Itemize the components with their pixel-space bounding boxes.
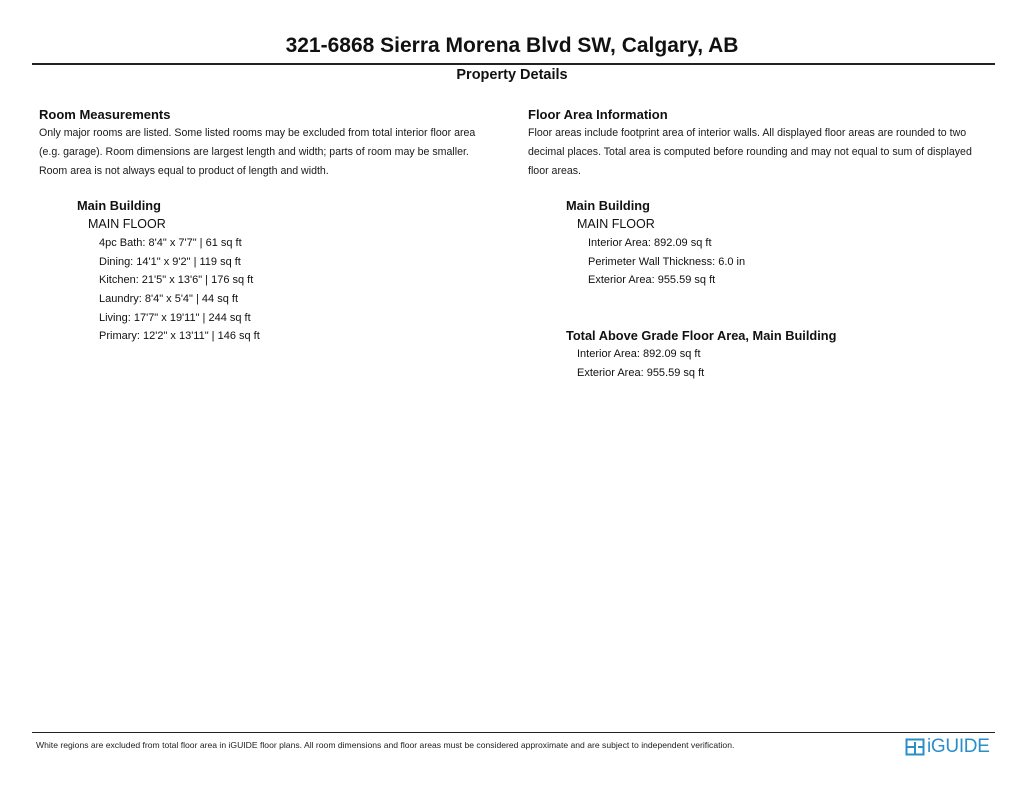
room-item: Kitchen: 21'5" x 13'6" | 176 sq ft [99,274,254,287]
note-line: Floor areas include footprint area of interior walls. All displayed floor areas are rounded to two [528,127,967,139]
building-heading: Main Building [566,198,650,213]
note-line: (e.g. garage). Room dimensions are largest length and width; parts of room may be smaller. [39,146,469,158]
room-item: Living: 17'7" x 19'11" | 244 sq ft [99,311,251,324]
building-heading: Main Building [77,198,161,213]
note-line: floor areas. [528,165,581,177]
page-subtitle: Property Details [456,67,568,83]
iguide-logo [905,736,990,758]
page-title: 321-6868 Sierra Morena Blvd SW, Calgary, AB [285,34,739,57]
floor-heading: MAIN FLOOR [577,217,655,231]
floor-area-item: Exterior Area: 955.59 sq ft [588,274,716,287]
floor-area-item: Interior Area: 892.09 sq ft [588,237,712,249]
floor-heading: MAIN FLOOR [88,217,166,231]
room-measurements-heading: Room Measurements [39,107,171,122]
logo-wordmark: iGUIDE [927,736,990,757]
floor-area-heading: Floor Area Information [528,107,668,122]
floor-area-block [566,196,745,290]
floor-area-note [528,124,1003,181]
room-item: 4pc Bath: 8'4" x 7'7" | 61 sq ft [99,237,242,249]
total-floor-area-heading: Total Above Grade Floor Area, Main Building [566,328,837,343]
total-floor-area-item: Exterior Area: 955.59 sq ft [577,366,705,379]
room-measurements-note [39,124,509,181]
footer-divider [32,732,995,733]
note-line: Room area is not always equal to product of length and width. [39,165,329,177]
total-floor-area-item: Interior Area: 892.09 sq ft [577,348,701,360]
room-item: Laundry: 8'4" x 5'4" | 44 sq ft [99,293,239,306]
note-line: Only major rooms are listed. Some listed rooms may be excluded from total interior floor area [39,127,476,139]
room-item: Dining: 14'1" x 9'2" | 119 sq ft [99,255,241,268]
header-divider [32,63,995,65]
floor-area-item: Perimeter Wall Thickness: 6.0 in [588,255,746,268]
total-floor-area-block [566,326,836,382]
note-line: decimal places. Total area is computed before rounding and may not equal to sum of displayed [528,146,972,158]
room-list-block [77,196,260,346]
room-measurements-section [39,105,509,181]
footer-disclaimer: White regions are excluded from total floor area in iGUIDE floor plans. All room dimensions and floor areas must be considered approximate and are subject to independent verification. [36,740,735,750]
floorplan-icon [905,738,925,756]
room-item: Primary: 12'2" x 13'11" | 146 sq ft [99,330,260,343]
floor-area-section [528,105,1003,181]
